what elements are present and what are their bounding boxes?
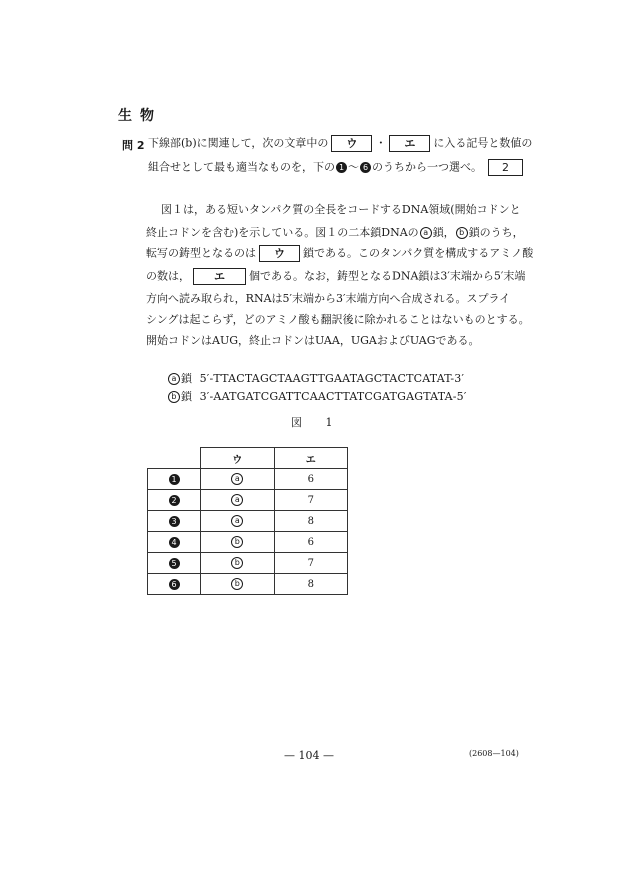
page-number: — 104 —: [284, 749, 334, 762]
choice-number-cell: [148, 553, 201, 574]
choice-number-icon: 2: [169, 495, 180, 506]
passage-text: 鎖である。このタンパク質を構成するアミノ酸: [303, 246, 534, 260]
page-code: (2608—104): [469, 749, 519, 758]
table-row: [148, 553, 348, 574]
question-text-1b: に入る記号と数値の: [433, 136, 533, 150]
strand-b-label: 鎖: [181, 390, 193, 403]
blank-u-box: ウ: [331, 135, 372, 152]
question-text-2a: 組合せとして最も適当なものを，下の: [148, 160, 335, 174]
subject-heading: 生物: [118, 108, 162, 124]
choice-number-icon: 4: [169, 537, 180, 548]
choice-number-cell: [148, 490, 201, 511]
choice-number-cell: [148, 469, 201, 490]
passage-text: 鎖のうち，: [468, 226, 524, 239]
passage-text: 終止コドンを含む)を示している。図１の二本鎖DNAの: [146, 226, 419, 239]
blank-u-box: ウ: [259, 245, 300, 262]
strand-cell: [201, 469, 275, 490]
blank-e-box: エ: [389, 135, 430, 152]
choice-number-cell: [148, 511, 201, 532]
choice-number-icon: 5: [169, 558, 180, 569]
strand-cell: [201, 490, 275, 511]
strand-cell: [201, 532, 275, 553]
table-row: [148, 469, 348, 490]
passage-text: 個である。なお，鋳型となるDNA鎖は3′末端から5′末端: [249, 269, 526, 283]
table-header-row: [148, 448, 348, 469]
strand-b-sequence: 3′-AATGATCGATTCAACTTATCGATGAGTATA-5′: [199, 390, 467, 403]
table-row: [148, 490, 348, 511]
strand-a-icon: a: [420, 227, 432, 239]
header-u: ウ: [201, 448, 275, 469]
amino-acid-count-cell: 6: [274, 532, 347, 553]
strand-cell: [201, 511, 275, 532]
table-row: [148, 574, 348, 595]
question-text-1a: 下線部(b)に関連して，次の文章中の: [148, 136, 329, 150]
strand-cell: [201, 553, 275, 574]
choice-number-icon: 6: [169, 579, 180, 590]
passage-line-1: 図１は，ある短いタンパク質の全長をコードするDNA領域(開始コドンと: [161, 203, 521, 216]
choice-number-icon: 1: [169, 474, 180, 485]
answer-number-box: 2: [488, 159, 523, 176]
header-e: エ: [274, 448, 347, 469]
passage-text: 鎖，: [432, 226, 455, 239]
strand-mark-icon: b: [231, 536, 243, 548]
strand-mark-icon: a: [231, 494, 243, 506]
passage-text: 転写の鋳型となるのは: [146, 246, 256, 260]
choice-number-icon: 3: [169, 516, 180, 527]
choice-number-cell: [148, 574, 201, 595]
question-line-2: [148, 159, 526, 176]
strand-a-label: 鎖: [181, 372, 193, 385]
strand-b-row: [167, 388, 467, 404]
amino-acid-count-cell: 8: [274, 511, 347, 532]
passage-line-2: [146, 225, 524, 241]
strand-cell: [201, 574, 275, 595]
figure-caption: 図 1: [291, 416, 343, 429]
blank-e-box: エ: [193, 268, 246, 285]
choice-number-icon: 1: [336, 162, 347, 173]
passage-line-6: シングは起こらず，どのアミノ酸も翻訳後に除かれることはないものとする。: [146, 313, 530, 326]
amino-acid-count-cell: 7: [274, 490, 347, 511]
table-row: [148, 532, 348, 553]
passage-line-5: 方向へ読み取られ，RNAは5′末端から3′末端方向へ合成される。スプライ: [146, 292, 511, 305]
question-text-2b: のうちから一つ選べ。: [372, 160, 482, 174]
passage-line-4: [146, 268, 525, 285]
passage-line-7: 開始コドンはAUG，終止コドンはUAA，UGAおよびUAGである。: [146, 334, 480, 347]
strand-a-row: [167, 370, 464, 386]
table-row: [148, 511, 348, 532]
header-blank-cell: [148, 448, 201, 469]
choice-number-icon: 6: [360, 162, 371, 173]
amino-acid-count-cell: 6: [274, 469, 347, 490]
answer-table: [147, 447, 348, 595]
amino-acid-count-cell: 8: [274, 574, 347, 595]
strand-b-icon: b: [456, 227, 468, 239]
passage-text: の数は，: [146, 269, 190, 283]
strand-a-sequence: 5′-TTACTAGCTAAGTTGAATAGCTACTCATAT-3′: [199, 372, 465, 385]
strand-mark-icon: b: [231, 578, 243, 590]
strand-mark-icon: a: [231, 515, 243, 527]
passage-line-3: [146, 245, 533, 262]
amino-acid-count-cell: 7: [274, 553, 347, 574]
strand-mark-icon: b: [231, 557, 243, 569]
choice-number-cell: [148, 532, 201, 553]
question-line-1: [148, 135, 532, 152]
strand-a-icon: a: [168, 373, 180, 385]
dot-separator: ・: [375, 136, 387, 150]
strand-b-icon: b: [168, 391, 180, 403]
range-tilde: ～: [348, 160, 359, 174]
question-label: 問 2: [122, 139, 145, 152]
strand-mark-icon: a: [231, 473, 243, 485]
